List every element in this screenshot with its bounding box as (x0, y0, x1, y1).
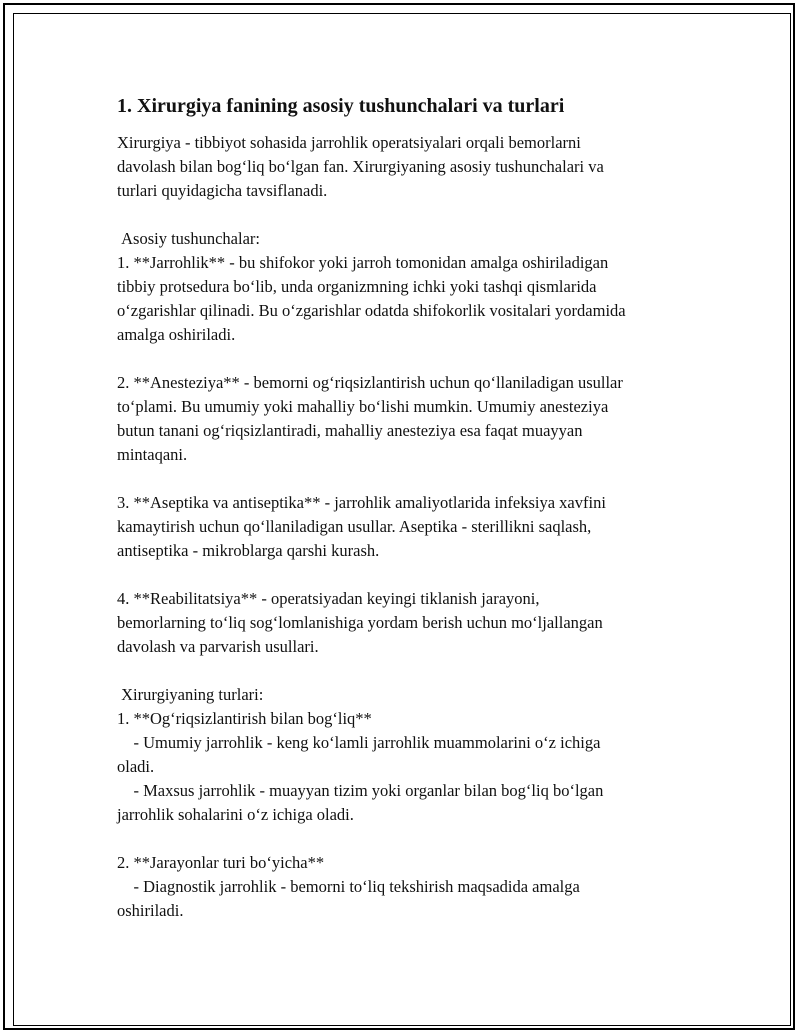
document-title: 1. Xirurgiya fanining asosiy tushunchalari va turlari (117, 95, 565, 117)
concept-rehabilitation: 4. **Reabilitatsiya** - operatsiyadan keyingi tiklanish jarayoni, bemorlarning to‘liq sog‘lomlanishiga yordam berish uchun mo‘ljallangan davolash va parvarish usullari. (117, 589, 603, 656)
paragraph-gap (117, 659, 707, 683)
types-section: Xirurgiyaning turlari: 1. **Og‘riqsizlantirish bilan bog‘liq** - Umumiy jarrohlik - keng ko‘lamli jarrohlik muammolarini o‘z ichiga oladi. - Maxsus jarrohlik - muayyan tizim yoki organlar bilan bog‘liq bo‘lgan jarrohlik sohalarini o‘z ichiga oladi. (117, 685, 604, 824)
paragraph-gap (117, 347, 707, 371)
paragraph-gap (117, 467, 707, 491)
document-body (117, 92, 707, 923)
paragraph-gap (117, 827, 707, 851)
intro-paragraph: Xirurgiya - tibbiyot sohasida jarrohlik operatsiyalari orqali bemorlarni davolash bilan bog‘liq bo‘lgan fan. Xirurgiyaning asosiy tushunchalari va turlari quyidagicha tavsiflanadi. (117, 133, 604, 200)
paragraph-gap (117, 203, 707, 227)
type-by-procedure: 2. **Jarayonlar turi bo‘yicha** - Diagnostik jarrohlik - bemorni to‘liq tekshirish maqsadida amalga oshiriladi. (117, 853, 580, 920)
concepts-section: Asosiy tushunchalar: 1. **Jarrohlik** - bu shifokor yoki jarroh tomonidan amalga oshiriladigan tibbiy protsedura bo‘lib, unda organizmning ichki yoki tashqi qismlarida o‘zgarishlar qilinadi. Bu o‘zgarishlar odatda shifokorlik vositalari yordamida amalga oshiriladi. (117, 229, 626, 344)
concept-asepsis: 3. **Aseptika va antiseptika** - jarrohlik amaliyotlarida infeksiya xavfini kamaytirish uchun qo‘llaniladigan usullar. Aseptika - sterillikni saqlash, antiseptika - mikroblarga qarshi kurash. (117, 493, 606, 560)
concept-anesthesia: 2. **Anesteziya** - bemorni og‘riqsizlantirish uchun qo‘llaniladigan usullar to‘plami. Bu umumiy yoki mahalliy bo‘lishi mumkin. Umumiy anesteziya butun tanani og‘riqsizlantiradi, mahalliy anesteziya esa faqat muayyan mintaqani. (117, 373, 623, 464)
paragraph-gap (117, 563, 707, 587)
